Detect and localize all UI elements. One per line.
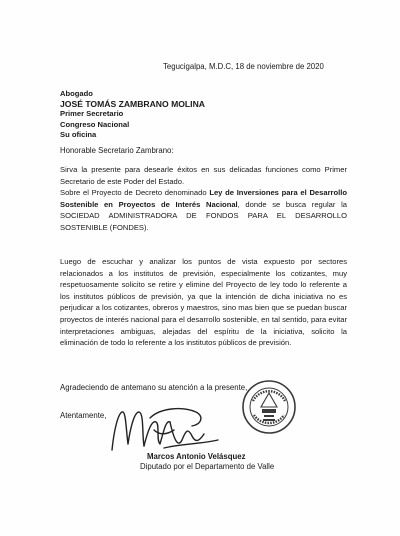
date-line: Tegucigalpa, M.D.C, 18 de noviembre de 2020 bbox=[163, 62, 324, 71]
paragraph-line: perjudicar a los cotizantes, obreros y maestros, sino mas bien que se puedan buscar bbox=[60, 303, 347, 313]
paragraph-line: Sirva la presente para desearle éxitos en sus delicadas funciones como Primer bbox=[60, 165, 347, 174]
paragraph-line: proyectos de interés nacional para el desarrollo sostenible, en tal sentido, para evitar bbox=[60, 314, 347, 324]
paragraph-line: relacionados a los institutos de previsión, especialmente los cotizantes, muy bbox=[60, 268, 347, 278]
paragraph-line: respetuosamente solicito se retire y elimine del Proyecto de ley todo lo referente a bbox=[60, 280, 347, 290]
paragraph-subject bbox=[60, 187, 347, 233]
addressee-title: Abogado bbox=[60, 89, 93, 98]
paragraph-line bbox=[60, 199, 347, 211]
text-run: , donde se busca regular la bbox=[237, 199, 347, 209]
paragraph-request bbox=[60, 256, 347, 349]
signer-name: Marcos Antonio Velásquez bbox=[147, 452, 246, 461]
paragraph-line: eliminación de todo lo referente a los institutos públicos de previsión. bbox=[60, 338, 292, 348]
law-name-bold: Sostenible en Proyectos de Interés Nacional bbox=[60, 199, 238, 209]
congress-seal-stamp bbox=[241, 379, 297, 435]
paragraph-line: Secretario de este Poder del Estado. bbox=[60, 176, 185, 186]
paragraph-line bbox=[60, 187, 347, 199]
paragraph-line: Luego de escuchar y analizar los puntos de vista expuesto por sectores bbox=[60, 257, 347, 266]
signer-title: Diputado por el Departamento de Valle bbox=[140, 462, 275, 471]
closing-line: Agradeciendo de antemano su atención a la presente, bbox=[60, 383, 248, 392]
paragraph-line: SOSTENIBLE (FONDES). bbox=[60, 222, 149, 232]
law-name-bold: Ley de Inversiones para el Desarrollo bbox=[209, 188, 348, 197]
addressee-institution: Congreso Nacional bbox=[60, 119, 130, 129]
salutation: Honorable Secretario Zambrano: bbox=[60, 146, 174, 155]
addressee-name: JOSÉ TOMÁS ZAMBRANO MOLINA bbox=[60, 99, 205, 110]
paragraph-greeting bbox=[60, 164, 347, 187]
text-run: Sobre el Proyecto de Decreto denominado bbox=[60, 188, 210, 197]
addressee-block bbox=[60, 89, 205, 140]
addressee-position: Primer Secretario bbox=[60, 109, 124, 119]
addressee-office: Su oficina bbox=[60, 129, 97, 139]
regards-line: Atentamente, bbox=[60, 411, 107, 420]
paragraph-line: los institutos públicos de previsión, ya que la intención de dicha iniciativa no es bbox=[60, 291, 347, 301]
paragraph-line: SOCIEDAD ADMINISTRADORA DE FONDOS PARA EL DESARROLLO bbox=[60, 211, 347, 221]
paragraph-line: interpretaciones ambiguas, alejadas del espíritu de la iniciativa, solicito la bbox=[60, 326, 347, 336]
